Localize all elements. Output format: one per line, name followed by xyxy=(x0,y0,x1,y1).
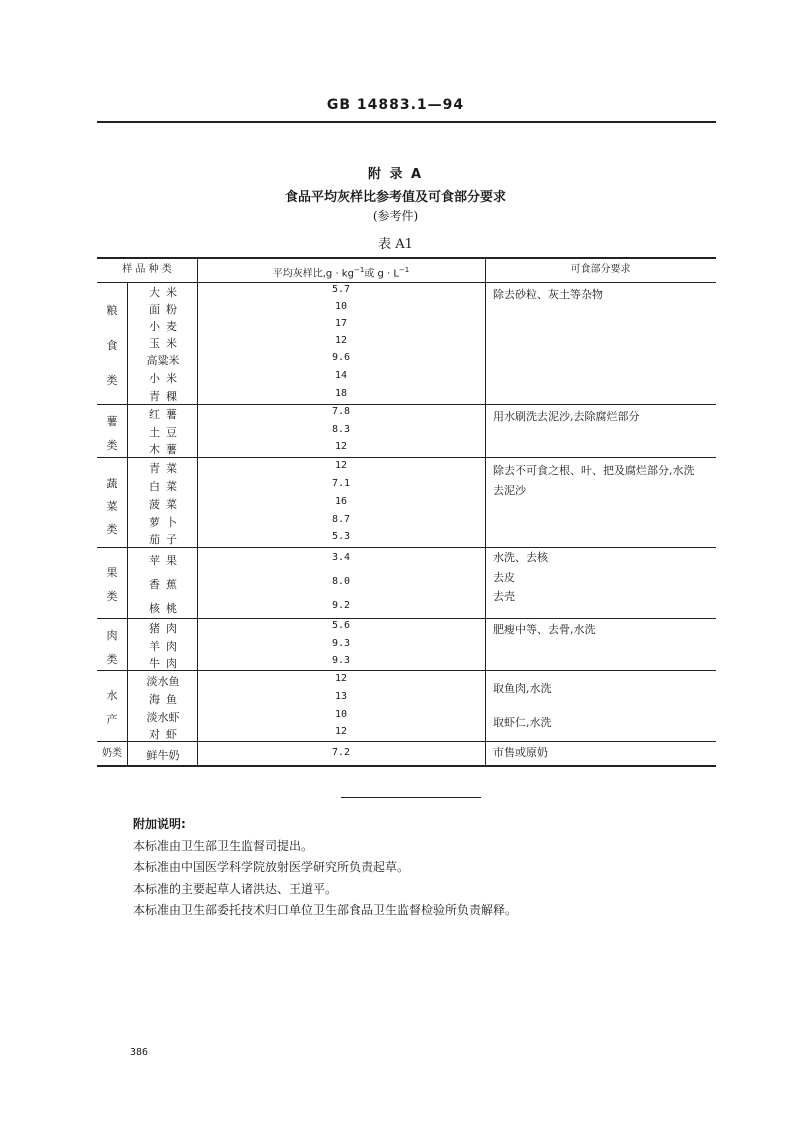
table-rule xyxy=(97,618,716,619)
ash-ratio-value: 5.3 xyxy=(331,531,351,542)
food-item: 羊肉 xyxy=(149,640,183,653)
table-rule xyxy=(485,257,486,767)
category-label: 粮 xyxy=(106,304,118,317)
food-item: 小米 xyxy=(149,372,183,385)
food-item: 青菜 xyxy=(149,462,183,475)
food-item: 大米 xyxy=(149,286,183,299)
table-rule xyxy=(97,257,716,259)
ash-ratio-value: 3.4 xyxy=(331,552,351,563)
food-item: 木薯 xyxy=(149,443,183,456)
ash-ratio-value: 7.8 xyxy=(331,406,351,417)
note-line: 本标准由中国医学科学院放射医学研究所负责起草。 xyxy=(133,860,410,874)
category-label: 奶类 xyxy=(102,748,122,759)
reference-table xyxy=(97,257,716,767)
edible-requirement: 用水刷洗去泥沙,去除腐烂部分 xyxy=(493,410,640,423)
ash-ratio-value: 9.3 xyxy=(331,655,351,666)
category-label: 类 xyxy=(106,374,118,387)
edible-requirement: 去泥沙 xyxy=(493,484,526,497)
food-item: 土豆 xyxy=(149,426,183,439)
food-item: 淡水虾 xyxy=(146,711,180,724)
ash-ratio-value: 9.3 xyxy=(331,638,351,649)
food-item: 猪肉 xyxy=(149,622,183,635)
page-number: 386 xyxy=(130,1047,149,1058)
food-item: 青稞 xyxy=(149,390,183,403)
edible-requirement: 除去砂粒、灰土等杂物 xyxy=(493,288,603,301)
ash-ratio-value: 17 xyxy=(334,318,348,329)
edible-requirement: 取鱼肉,水洗 xyxy=(493,682,552,695)
additional-notes xyxy=(133,814,517,922)
category-label: 类 xyxy=(106,653,118,666)
appendix-subtitle: (参考件) xyxy=(372,209,419,223)
food-item: 苹果 xyxy=(149,554,183,567)
category-label: 菜 xyxy=(106,500,118,513)
food-item: 萝卜 xyxy=(149,516,183,529)
category-label: 蔬 xyxy=(106,477,118,490)
food-item: 对虾 xyxy=(149,728,183,741)
edible-requirement: 去壳 xyxy=(493,590,515,603)
note-line: 本标准由卫生部卫生监督司提出。 xyxy=(133,838,314,853)
ash-ratio-value: 10 xyxy=(334,709,348,720)
category-label: 类 xyxy=(106,439,118,452)
category-label: 薯 xyxy=(106,415,118,428)
table-rule xyxy=(97,457,716,458)
ash-ratio-value: 13 xyxy=(334,691,348,702)
ash-ratio-value: 10 xyxy=(334,301,348,312)
ash-ratio-value: 12 xyxy=(334,335,348,346)
edible-requirement: 肥瘦中等、去骨,水洗 xyxy=(493,623,596,636)
category-label: 水 xyxy=(106,689,118,702)
category-label: 肉 xyxy=(106,629,118,642)
header-rule xyxy=(97,121,716,123)
ash-ratio-value: 9.6 xyxy=(331,352,351,363)
food-item: 香蕉 xyxy=(149,578,183,591)
note-line: 本标准的主要起草人诸洪达、王道平。 xyxy=(133,881,338,896)
table-rule xyxy=(97,282,716,283)
edible-requirement: 取虾仁,水洗 xyxy=(493,716,552,729)
category-label: 类 xyxy=(106,590,118,603)
header-ash-ratio: 平均灰样比$,g \cdot kg^{-1}$或 $g \cdot L^{-1}$ xyxy=(272,266,410,280)
food-item: 小麦 xyxy=(149,320,183,333)
ash-ratio-value: 7.2 xyxy=(331,747,351,758)
food-item: 白菜 xyxy=(149,480,183,493)
category-label: 类 xyxy=(106,523,118,536)
food-item: 高粱米 xyxy=(146,354,180,367)
ash-ratio-value: 9.2 xyxy=(331,600,351,611)
ash-ratio-value: 12 xyxy=(334,441,348,452)
category-label: 食 xyxy=(106,339,118,352)
appendix-label: 附 录 A xyxy=(367,167,424,182)
ash-ratio-value: 12 xyxy=(334,673,348,684)
table-rule xyxy=(97,404,716,405)
edible-requirement: 水洗、去核 xyxy=(493,551,548,564)
ash-ratio-value: 16 xyxy=(334,496,348,507)
edible-requirement: 市售或原奶 xyxy=(493,746,548,759)
header-edible-part: 可食部分要求 xyxy=(570,264,631,275)
ash-ratio-value: 14 xyxy=(334,370,348,381)
ash-ratio-value: 5.6 xyxy=(331,620,351,631)
ash-ratio-value: 8.0 xyxy=(331,576,351,587)
standard-code: GB 14883.1—94 xyxy=(326,97,465,113)
ash-ratio-value: 8.7 xyxy=(331,514,351,525)
header-sample-type: 样 品 种 类 xyxy=(122,264,172,275)
note-line: 本标准由卫生部委托技术归口单位卫生部食品卫生监督检验所负责解释。 xyxy=(133,903,518,917)
edible-requirement: 去皮 xyxy=(493,571,515,584)
food-item: 菠菜 xyxy=(149,498,183,511)
notes-heading: 附加说明: xyxy=(133,817,186,831)
category-label: 果 xyxy=(106,566,118,579)
ash-ratio-value: 18 xyxy=(334,388,348,399)
food-item: 面粉 xyxy=(149,303,183,316)
ash-ratio-value: 8.3 xyxy=(331,424,351,435)
food-item: 鲜牛奶 xyxy=(146,749,180,762)
ash-ratio-value: 7.1 xyxy=(331,478,351,489)
food-item: 淡水鱼 xyxy=(146,675,180,688)
ash-ratio-value: 5.7 xyxy=(331,284,351,295)
ash-ratio-value: 12 xyxy=(334,726,348,737)
food-item: 牛肉 xyxy=(149,657,183,670)
ash-ratio-value: 12 xyxy=(334,460,348,471)
food-item: 茄子 xyxy=(149,533,183,546)
food-item: 核桃 xyxy=(149,602,183,615)
edible-requirement: 除去不可食之根、叶、把及腐烂部分,水洗 xyxy=(493,464,695,477)
table-rule xyxy=(127,741,128,765)
food-item: 红薯 xyxy=(149,408,183,421)
appendix-title: 食品平均灰样比参考值及可食部分要求 xyxy=(284,190,506,205)
table-title: 表 A1 xyxy=(378,237,413,252)
table-rule xyxy=(97,765,716,767)
notes-separator xyxy=(341,797,481,798)
category-label: 产 xyxy=(106,713,118,726)
food-item: 玉米 xyxy=(149,337,183,350)
food-item: 海鱼 xyxy=(149,693,183,706)
